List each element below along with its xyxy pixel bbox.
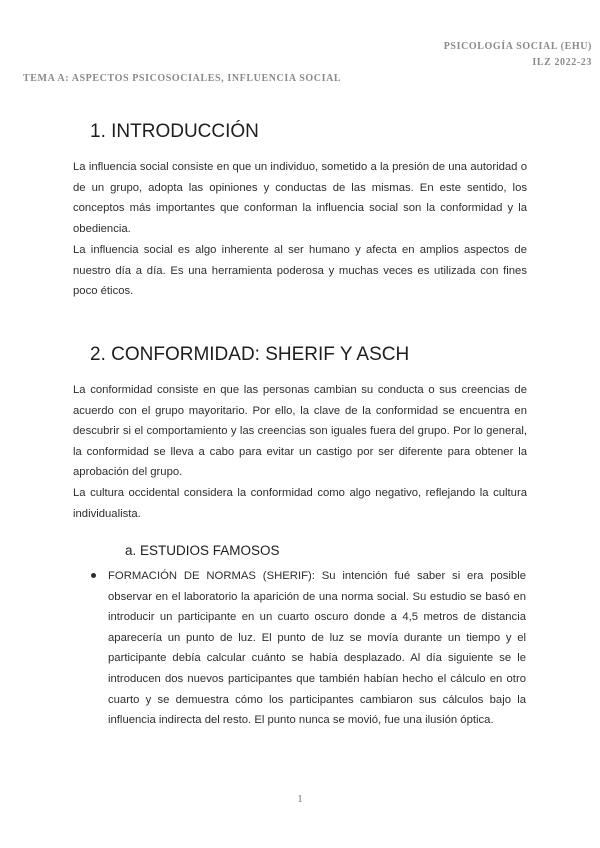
bullet-icon (91, 573, 96, 578)
header-topic: TEMA A: ASPECTOS PSICOSOCIALES, INFLUENCIA SOCIAL (23, 73, 342, 84)
paragraph: La conformidad consiste en que las personas cambian su conducta o sus creencias de acuerdo con el grupo mayoritario. Por ello, la clave de la conformidad se encuentra en descubrir si el comportamiento y las creencias son iguales fuera del grupo. Por lo general, la conformidad se lleva a cabo para evitar un castigo por ser diferente para obtener la aprobación del grupo. (73, 384, 527, 479)
paragraph: La cultura occidental considera la conformidad como algo negativo, reflejando la cultura individualista. (73, 487, 527, 520)
subsection-title-estudios-famosos: a. ESTUDIOS FAMOSOS (125, 543, 280, 558)
section-title-conformidad: 2. CONFORMIDAD: SHERIF Y ASCH (90, 344, 410, 365)
page-number: 1 (297, 794, 303, 805)
list-item: FORMACIÓN DE NORMAS (SHERIF): Su intención fué saber si era posible observar en el laboratorio la aparición de una norma social. Su estudio se basó en introducir un participante en un cuarto oscuro donde a 4,5 metros de distancia aparecería un punto de luz. El punto de luz se movía durante un tiempo y el participante debía calcular cuánto se había desplazado. Al día siguiente se le introducen dos nuevos participantes que también habían hecho el cálculo en otro cuarto y se demuestra cómo los participantes cambiaron sus cálculos bajo la influencia indirecta del resto. El punto nunca se movió, fue una ilusión óptica. (108, 570, 526, 727)
section-title-introduccion: 1. INTRODUCCIÓN (90, 121, 259, 142)
header-course: PSICOLOGÍA SOCIAL (EHU) (443, 41, 592, 52)
header-year: ILZ 2022-23 (532, 57, 592, 68)
paragraph: La influencia social consiste en que un individuo, sometido a la presión de una autoridad o de un grupo, adopta las opiniones y conductas de las mismas. En este sentido, los conceptos más importantes que conforman la influencia social son la conformidad y la obediencia. (73, 161, 527, 235)
paragraph: La influencia social es algo inherente al ser humano y afecta en amplios aspectos de nuestro día a día. Es una herramienta poderosa y muchas veces es utilizada con fines poco éticos. (73, 244, 527, 298)
